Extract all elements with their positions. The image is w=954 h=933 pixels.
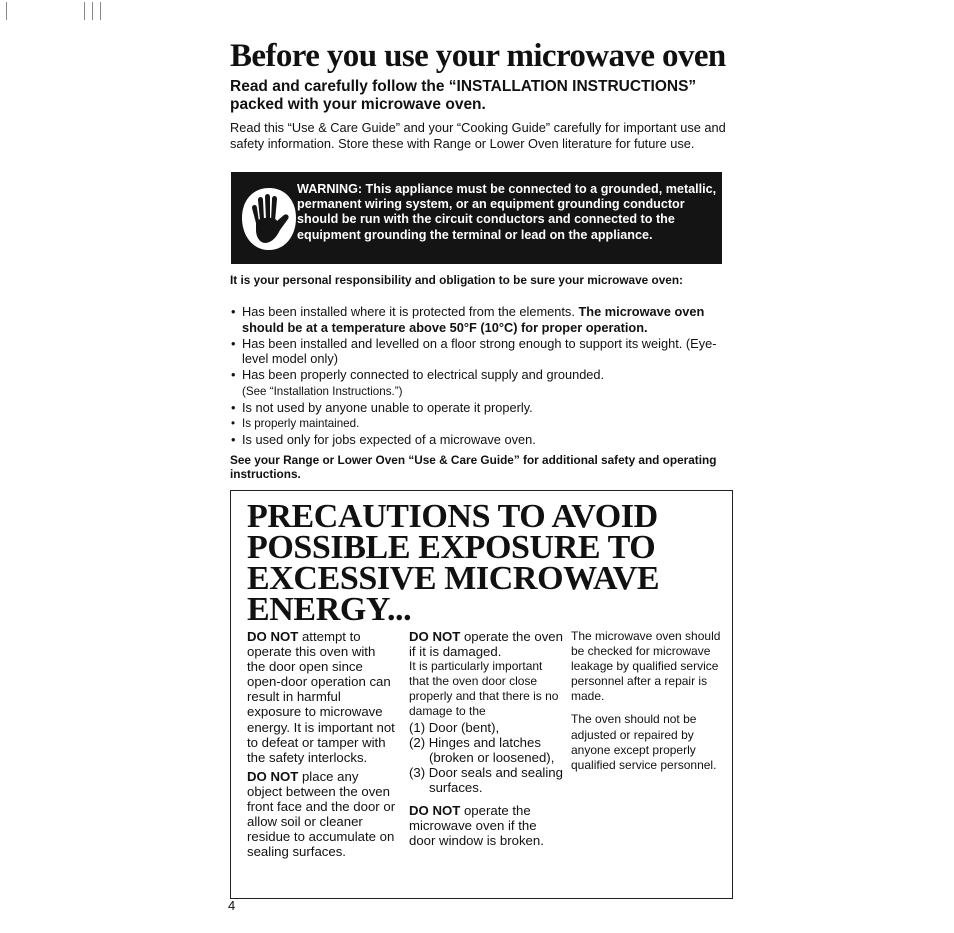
list-item: [230, 304, 740, 335]
paragraph: [247, 769, 397, 860]
paragraph: [247, 629, 397, 765]
warning-box: [231, 172, 722, 264]
paragraph: [409, 803, 564, 848]
temperature-note: The microwave oven should be at a temperature above 50°F (10°C) for proper operation.: [242, 304, 705, 335]
see-also-text: See your Range or Lower Oven “Use & Care Guide” for additional safety and operating instructions.: [230, 453, 717, 481]
precautions-heading: PRECAUTIONS TO AVOID POSSIBLE EXPOSURE TO EXCESSIVE MICROWAVE ENERGY...: [247, 498, 660, 628]
intro-text: Read this “Use & Care Guide” and your “Cooking Guide” carefully for important use and safety information. Store these with Range or Lower Oven literature for future use.: [230, 120, 726, 151]
precautions-column-1: [247, 629, 397, 863]
hand-icon: [240, 186, 298, 252]
list-item: • Is properly maintained.: [230, 416, 740, 432]
list-item: (2) Hinges and latches (broken or loosened),: [409, 734, 555, 765]
list-item-text: Has been installed where it is protected from the elements.: [242, 304, 575, 319]
scan-mark: [92, 2, 93, 20]
precautions-column-3: [571, 629, 726, 777]
do-not-lead: DO NOT: [247, 768, 299, 784]
list-item: • Is not used by anyone unable to operate it properly.: [230, 400, 740, 416]
list-item: [230, 367, 740, 399]
paragraph: The oven should not be adjusted or repaired by anyone except properly qualified service personnel.: [571, 712, 717, 772]
damage-list: [409, 720, 564, 795]
paragraph-text: operate the oven if it is damaged.: [409, 629, 563, 660]
list-item: (1) Door (bent),: [409, 719, 500, 735]
list-item-text: Has been properly connected to electrical supply and grounded.: [242, 367, 605, 382]
paragraph: It is particularly important that the oven door close properly and that there is no damage to the: [409, 659, 559, 719]
paragraph-text: attempt to operate this oven with the door open since open-door operation can result in harmful exposure to microwave energy. It is important not to defeat or tamper with the safety interlocks.: [247, 629, 395, 765]
do-not-lead: DO NOT: [409, 803, 461, 819]
scan-mark: [84, 2, 85, 20]
list-item: (3) Door seals and sealing surfaces.: [409, 764, 563, 795]
scan-mark: [6, 2, 7, 20]
paragraph-text: operate the microwave oven if the door window is broken.: [409, 803, 544, 849]
subtitle: Read and carefully follow the “INSTALLATION INSTRUCTIONS” packed with your microwave oven.: [230, 78, 697, 113]
do-not-lead: DO NOT: [247, 629, 299, 644]
precautions-box: [230, 490, 733, 899]
paragraph: [409, 629, 564, 659]
checklist: [230, 304, 740, 448]
list-item: • Has been installed and levelled on a floor strong enough to support its weight. (Eye-level model only): [230, 336, 740, 367]
installation-note: (See “Installation Instructions.”): [242, 384, 403, 398]
paragraph-text: place any object between the oven front face and the door or allow soil or cleaner residue to accumulate on sealing surfaces.: [247, 768, 396, 860]
scan-mark: [100, 2, 101, 20]
paragraph: The microwave oven should be checked for microwave leakage by qualified service personnel after a repair is made.: [571, 629, 721, 704]
warning-text: WARNING: This appliance must be connected to a grounded, metallic, permanent wiring system, or an equipment grounding conductor should be run with the circuit conductors and connected to the equipment grounding the terminal or lead on the appliance.: [297, 182, 717, 242]
do-not-lead: DO NOT: [409, 629, 461, 644]
page-number: 4: [228, 898, 236, 913]
page-title: Before you use your microwave oven: [230, 38, 726, 74]
precautions-column-2: [409, 629, 564, 852]
list-item: • Is used only for jobs expected of a microwave oven.: [230, 432, 740, 448]
responsibility-text: It is your personal responsibility and obligation to be sure your microwave oven:: [230, 273, 683, 287]
